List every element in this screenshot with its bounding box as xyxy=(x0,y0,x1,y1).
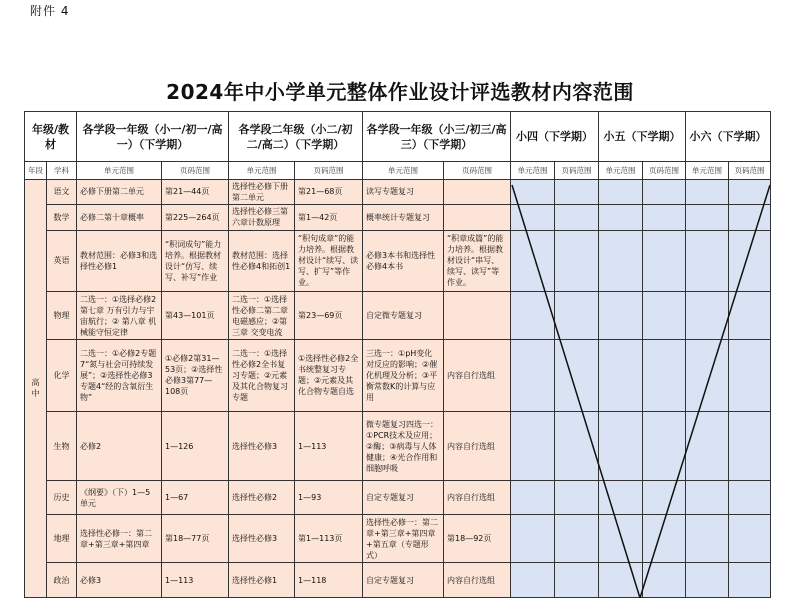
page-range-cell: 内容自行选组 xyxy=(444,340,511,412)
unit-range-cell: 教材范围：选择性必修4和拓创1 xyxy=(229,230,295,291)
empty-cell xyxy=(729,481,771,515)
page-range-cell: 1—118 xyxy=(295,563,363,598)
page-range-cell: “积句成章”的能力培养。根据教材设计“续写、读写、扩写”等作业。 xyxy=(295,230,363,291)
page-range-cell: 1—93 xyxy=(295,481,363,515)
unit-range-cell: 选择性必修一：第二章+第三章+第四章+第五章（专题形式） xyxy=(363,515,444,563)
page-range-cell: “积词成句”能力培养。根据教材设计“仿写、续写、补写”作业 xyxy=(162,230,229,291)
unit-range-cell: 二选一：①选择性必修2全书复习专题；②元素及其化合物复习专题 xyxy=(229,340,295,412)
table-row xyxy=(25,411,771,481)
page-range-header: 页码范围 xyxy=(643,162,686,179)
page-range-header: 页码范围 xyxy=(555,162,599,179)
unit-range-cell: 《纲要》（下）1—5单元 xyxy=(77,481,162,515)
unit-range-header: 单元范围 xyxy=(599,162,643,179)
table-row xyxy=(25,563,771,598)
page-title: 2024年中小学单元整体作业设计评选教材内容范围 xyxy=(166,80,634,104)
empty-cell xyxy=(729,179,771,205)
stage-col-header: 年段 xyxy=(25,162,47,179)
subject-cell: 历史 xyxy=(47,481,77,515)
page-range-header: 页码范围 xyxy=(295,162,363,179)
empty-cell xyxy=(511,563,555,598)
group3-header: 各学段一年级（小三/初三/高三）（下学期） xyxy=(363,112,511,162)
page-range-cell: 内容自行选组 xyxy=(444,481,511,515)
scope-table xyxy=(24,111,771,598)
page-range-cell: 第21—44页 xyxy=(162,179,229,205)
empty-cell xyxy=(555,292,599,340)
unit-range-cell: 二选一：①选择性必修二第二章电磁感应；②第三章 交变电流 xyxy=(229,292,295,340)
empty-cell xyxy=(511,179,555,205)
grade6-header: 小六（下学期） xyxy=(686,112,771,162)
empty-cell xyxy=(599,411,643,481)
unit-range-cell: 必修2 xyxy=(77,411,162,481)
page-range-header: 页码范围 xyxy=(444,162,511,179)
page-range-cell: ①选择性必修2全书统整复习专题；②元素及其化合物专题自选 xyxy=(295,340,363,412)
empty-cell xyxy=(643,205,686,231)
page-range-cell: 第18—92页 xyxy=(444,515,511,563)
grade-subject-header: 年级/教材 xyxy=(25,112,77,162)
page-range-cell: 第43—101页 xyxy=(162,292,229,340)
empty-cell xyxy=(686,481,729,515)
unit-range-cell: 概率统计专题复习 xyxy=(363,205,444,231)
unit-range-cell: 必修下册第二单元 xyxy=(77,179,162,205)
empty-cell xyxy=(643,340,686,412)
empty-cell xyxy=(643,230,686,291)
unit-range-cell: 选择性必修3 xyxy=(229,515,295,563)
empty-cell xyxy=(729,292,771,340)
page-range-cell xyxy=(444,292,511,340)
subject-cell: 数学 xyxy=(47,205,77,231)
page-range-header: 页码范围 xyxy=(729,162,771,179)
empty-cell xyxy=(729,340,771,412)
empty-cell xyxy=(599,340,643,412)
empty-cell xyxy=(555,411,599,481)
empty-cell xyxy=(599,230,643,291)
empty-cell xyxy=(511,481,555,515)
page-range-cell: “积章成篇”的能力培养。根据教材设计“串写、续写、读写”等作业。 xyxy=(444,230,511,291)
unit-range-header: 单元范围 xyxy=(363,162,444,179)
table-row xyxy=(25,292,771,340)
page-range-cell: 第1—113页 xyxy=(295,515,363,563)
empty-cell xyxy=(555,179,599,205)
empty-cell xyxy=(643,563,686,598)
subject-cell: 生物 xyxy=(47,411,77,481)
unit-range-cell: 三选一：①pH变化对反应的影响；②催化机理及分析；③平衡常数K的计算与应用 xyxy=(363,340,444,412)
subject-cell: 物理 xyxy=(47,292,77,340)
unit-range-cell: 二选一：①必修2专题7“氮与社会可持续发展”；②选择性必修3专题4“经的含氧衍生物” xyxy=(77,340,162,412)
empty-cell xyxy=(643,515,686,563)
empty-cell xyxy=(643,481,686,515)
page-range-cell: ①必修2第31—53页；②选择性必修3第77—108页 xyxy=(162,340,229,412)
unit-range-cell: 选择性必修1 xyxy=(229,563,295,598)
empty-cell xyxy=(599,563,643,598)
table-row xyxy=(25,230,771,291)
page-range-cell: 1—126 xyxy=(162,411,229,481)
subject-cell: 化学 xyxy=(47,340,77,412)
empty-cell xyxy=(555,481,599,515)
unit-range-cell: 自定专题复习 xyxy=(363,563,444,598)
empty-cell xyxy=(729,563,771,598)
subject-col-header: 学科 xyxy=(47,162,77,179)
empty-cell xyxy=(599,515,643,563)
group2-header: 各学段二年级（小二/初二/高二）（下学期） xyxy=(229,112,363,162)
attachment-label: 附件 4 xyxy=(30,4,70,18)
empty-cell xyxy=(686,515,729,563)
unit-range-cell: 读写专题复习 xyxy=(363,179,444,205)
subject-cell: 政治 xyxy=(47,563,77,598)
unit-range-cell: 自定专题复习 xyxy=(363,481,444,515)
unit-range-cell: 选择性必修三第六章计数原理 xyxy=(229,205,295,231)
page-range-header: 页码范围 xyxy=(162,162,229,179)
unit-range-cell: 必修二第十章概率 xyxy=(77,205,162,231)
grade4-header: 小四（下学期） xyxy=(511,112,599,162)
empty-cell xyxy=(686,563,729,598)
subject-cell: 语文 xyxy=(47,179,77,205)
unit-range-cell: 选择性必修3 xyxy=(229,411,295,481)
unit-range-cell: 选择性必修2 xyxy=(229,481,295,515)
page-range-cell: 第21—68页 xyxy=(295,179,363,205)
empty-cell xyxy=(729,515,771,563)
empty-cell xyxy=(686,179,729,205)
empty-cell xyxy=(511,340,555,412)
unit-range-cell: 自定微专题复习 xyxy=(363,292,444,340)
page-range-cell: 第225—264页 xyxy=(162,205,229,231)
empty-cell xyxy=(643,179,686,205)
empty-cell xyxy=(686,230,729,291)
unit-range-header: 单元范围 xyxy=(229,162,295,179)
grade5-header: 小五（下学期） xyxy=(599,112,686,162)
unit-range-cell: 选择性必修一：第二章+第三章+第四章 xyxy=(77,515,162,563)
unit-range-header: 单元范围 xyxy=(511,162,555,179)
empty-cell xyxy=(511,230,555,291)
empty-cell xyxy=(511,205,555,231)
empty-cell xyxy=(729,411,771,481)
page-range-cell: 内容自行选组 xyxy=(444,563,511,598)
unit-range-header: 单元范围 xyxy=(686,162,729,179)
page-range-cell: 1—113 xyxy=(295,411,363,481)
empty-cell xyxy=(643,292,686,340)
unit-range-cell: 教材范围：必修3和选择性必修1 xyxy=(77,230,162,291)
empty-cell xyxy=(555,230,599,291)
subject-cell: 地理 xyxy=(47,515,77,563)
table-row xyxy=(25,205,771,231)
empty-cell xyxy=(643,411,686,481)
unit-range-cell: 选择性必修下册第二单元 xyxy=(229,179,295,205)
unit-range-header: 单元范围 xyxy=(77,162,162,179)
subject-cell: 英语 xyxy=(47,230,77,291)
page-range-cell: 1—113 xyxy=(162,563,229,598)
table-row xyxy=(25,481,771,515)
page-range-cell xyxy=(444,179,511,205)
unit-range-cell: 必修3本书和选择性必修4本书 xyxy=(363,230,444,291)
empty-cell xyxy=(511,515,555,563)
empty-cell xyxy=(729,230,771,291)
empty-cell xyxy=(599,179,643,205)
empty-cell xyxy=(555,563,599,598)
unit-range-cell: 微专题复习四选一：①PCR技术及应用；②酶；③病毒与人体健康；④光合作用和细胞呼吸 xyxy=(363,411,444,481)
empty-cell xyxy=(599,481,643,515)
empty-cell xyxy=(686,292,729,340)
empty-cell xyxy=(555,205,599,231)
table-row xyxy=(25,179,771,205)
scope-table-container xyxy=(24,111,770,598)
table-row xyxy=(25,340,771,412)
group1-header: 各学段一年级（小一/初一/高一）（下学期） xyxy=(77,112,229,162)
page-range-cell: 第1—42页 xyxy=(295,205,363,231)
stage-cell: 高中 xyxy=(25,179,47,597)
unit-range-cell: 必修3 xyxy=(77,563,162,598)
page-range-cell: 第23—69页 xyxy=(295,292,363,340)
unit-range-cell: 二选一：①选择必修2 第七章 万有引力与宇宙航行；② 第八章 机械能守恒定律 xyxy=(77,292,162,340)
page-range-cell: 内容自行选组 xyxy=(444,411,511,481)
page-range-cell: 第18—77页 xyxy=(162,515,229,563)
empty-cell xyxy=(686,205,729,231)
empty-cell xyxy=(511,411,555,481)
empty-cell xyxy=(686,411,729,481)
table-row xyxy=(25,515,771,563)
empty-cell xyxy=(511,292,555,340)
empty-cell xyxy=(729,205,771,231)
empty-cell xyxy=(555,515,599,563)
empty-cell xyxy=(686,340,729,412)
empty-cell xyxy=(555,340,599,412)
page-range-cell: 1—67 xyxy=(162,481,229,515)
page-range-cell xyxy=(444,205,511,231)
empty-cell xyxy=(599,205,643,231)
empty-cell xyxy=(599,292,643,340)
